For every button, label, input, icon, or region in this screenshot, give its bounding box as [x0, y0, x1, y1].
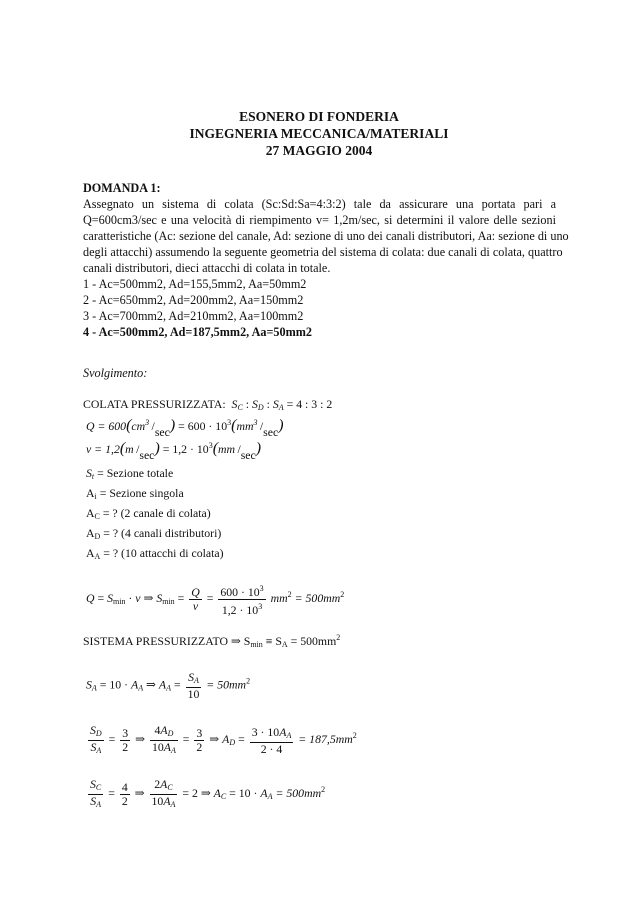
q-over-v-fraction: $\frac{Q}{v}$: [191, 585, 200, 613]
solution-label: Svolgimento:: [83, 366, 148, 380]
ac-equation: $\frac{SC}{SA}$ = $\frac{4}{2}$ ⇒ $\frac{2AC}{10AA}$ = 2 ⇒ AC = 10 · AA = $500mm^2$: [90, 777, 326, 809]
four-halves: $\frac{4}{2}$: [121, 780, 128, 808]
ac-def-text: = ? (2 canale di colata): [99, 506, 211, 520]
v-mid: = 1,2 · 10: [159, 442, 209, 456]
sec-unit: sec: [240, 448, 256, 462]
ai-def-text: = Sezione singola: [96, 486, 184, 500]
velocity-eq: v = 1,2(m $/\sec) = 1,2 \cdot 10^3(mm$ /sec): [86, 440, 262, 462]
answer-option-1: 1 - Ac=500mm2, Ad=155,5mm2, Aa=50mm2: [83, 277, 307, 291]
aa-result: = 50mm: [203, 677, 247, 692]
smin-equation: Q = Smin · v ⇒ Smin = $\frac{Q}{v}$ = $\frac{600 \cdot 10^3}{1,2 \cdot 10^3}$ $mm^2 = 500mm^2$: [86, 584, 345, 617]
sistema-pressurizzato: SISTEMA PRESSURIZZATO ⇒ Smin ≡ SA = $500mm^2$: [83, 633, 341, 649]
sec-unit: sec: [154, 425, 170, 439]
three-halves: $\frac{3}{2}$: [122, 726, 129, 754]
colata-label: COLATA PRESSURIZZATA:: [83, 397, 226, 411]
numeric-fraction: $\frac{600 \cdot 10^3}{1,2 \cdot 10^3}$: [220, 584, 264, 617]
4ad-over-10aa: $\frac{4AD}{10AA}$: [151, 723, 176, 755]
three-halves: $\frac{3}{2}$: [196, 726, 203, 754]
sistema-value: = 500mm: [287, 634, 337, 648]
question-line: Assegnato un sistema di colata (Sc:Sd:Sa=4:3:2) tale da assicurare una portata pari a: [83, 197, 556, 211]
sistema-rest: ≡ S: [262, 634, 282, 648]
sistema-label: SISTEMA PRESSURIZZATO ⇒ S: [83, 634, 251, 648]
exam-title: ESONERO DI FONDERIA: [239, 109, 399, 124]
frac-den: 1,2 · 10: [221, 603, 259, 617]
question-line: caratteristiche (Ac: sezione del canale, Ad: sezione di uno dei canali distributori, Aa: sezione di uno: [83, 229, 569, 243]
ad-definition: AD = ? (4 canali distributori): [86, 526, 222, 541]
ad-equation: $\frac{SD}{SA}$ = $\frac{3}{2}$ ⇒ $\frac{4AD}{10AA}$ = $\frac{3}{2}$ ⇒ AD = $\frac{3 \cdot 10AA}{2 \cdot 4}$ = $187,5mm^2$: [90, 723, 357, 756]
answer-option-4-correct: 4 - Ac=500mm2, Ad=187,5mm2, Aa=50mm2: [83, 325, 313, 339]
smin-result: = 500mm: [291, 591, 341, 606]
ratio-text: = 4 : 3 : 2: [283, 397, 333, 411]
2ac-over-10aa: $\frac{2AC}{10AA}$: [151, 777, 176, 809]
question-title: DOMANDA 1:: [83, 181, 161, 195]
question-line: canali distributori, dieci attacchi di colata in totale.: [83, 261, 331, 275]
st-def-text: = Sezione totale: [94, 466, 174, 480]
ad-def-text: = ? (4 canali distributori): [100, 526, 222, 540]
ai-definition: Ai = Sezione singola: [86, 486, 184, 501]
answer-option-3: 3 - Ac=700mm2, Ad=210mm2, Aa=100mm2: [83, 309, 304, 323]
flow-rate-eq: $Q = 600(cm^3$ $/\sec) = 600 \cdot 10^3(mm^3$ /sec): [86, 417, 284, 439]
colata-pressurizzata: COLATA PRESSURIZZATA: SC : SD : SA = 4 : 3 : 2: [83, 397, 333, 412]
ad-formula: $\frac{3 \cdot 10AA}{2 \cdot 4}$: [251, 724, 292, 756]
ad-result: = 187,5mm: [295, 732, 353, 747]
frac-num: 600 · 10: [220, 585, 260, 599]
question-line: Q=600cm3/sec e una velocità di riempimento v= 1,2m/sec, si determini il valore delle sezioni: [83, 213, 556, 227]
st-definition: St = Sezione totale: [86, 466, 174, 481]
sc-over-sa: $\frac{SC}{SA}$: [90, 777, 102, 809]
sd-over-sa: $\frac{SD}{SA}$: [90, 723, 102, 755]
q-unit: cm: [131, 419, 146, 433]
answer-option-2: 2 - Ac=650mm2, Ad=200mm2, Aa=150mm2: [83, 293, 304, 307]
exam-course: INGEGNERIA MECCANICA/MATERIALI: [189, 126, 449, 141]
q-unit2: mm: [236, 419, 254, 433]
smin-unit: mm: [267, 591, 288, 606]
sec-unit: sec: [263, 425, 279, 439]
q-left: Q = 600: [86, 419, 127, 433]
exam-date: 27 MAGGIO 2004: [265, 143, 373, 158]
sa-over-10-fraction: $\frac{SA}{10}$: [187, 670, 200, 701]
aa-definition: AA = ? (10 attacchi di colata): [86, 546, 224, 561]
v-unit2: mm: [218, 442, 236, 456]
v-unit: m: [125, 442, 134, 456]
v-left: v = 1,2: [86, 442, 120, 456]
aa-equation: SA = 10 · AA ⇒ AA = $\frac{SA}{10}$ = $50mm^2$: [86, 670, 251, 701]
ac-definition: AC = ? (2 canale di colata): [86, 506, 211, 521]
aa-def-text: = ? (10 attacchi di colata): [100, 546, 224, 560]
ac-result: = 500mm: [272, 786, 322, 801]
question-line: degli attacchi) assumendo la seguente geometria del sistema di colata: due canali di colata, quattro: [83, 245, 563, 259]
q-mid: = 600 · 10: [175, 419, 228, 433]
sec-unit: sec: [139, 448, 155, 462]
